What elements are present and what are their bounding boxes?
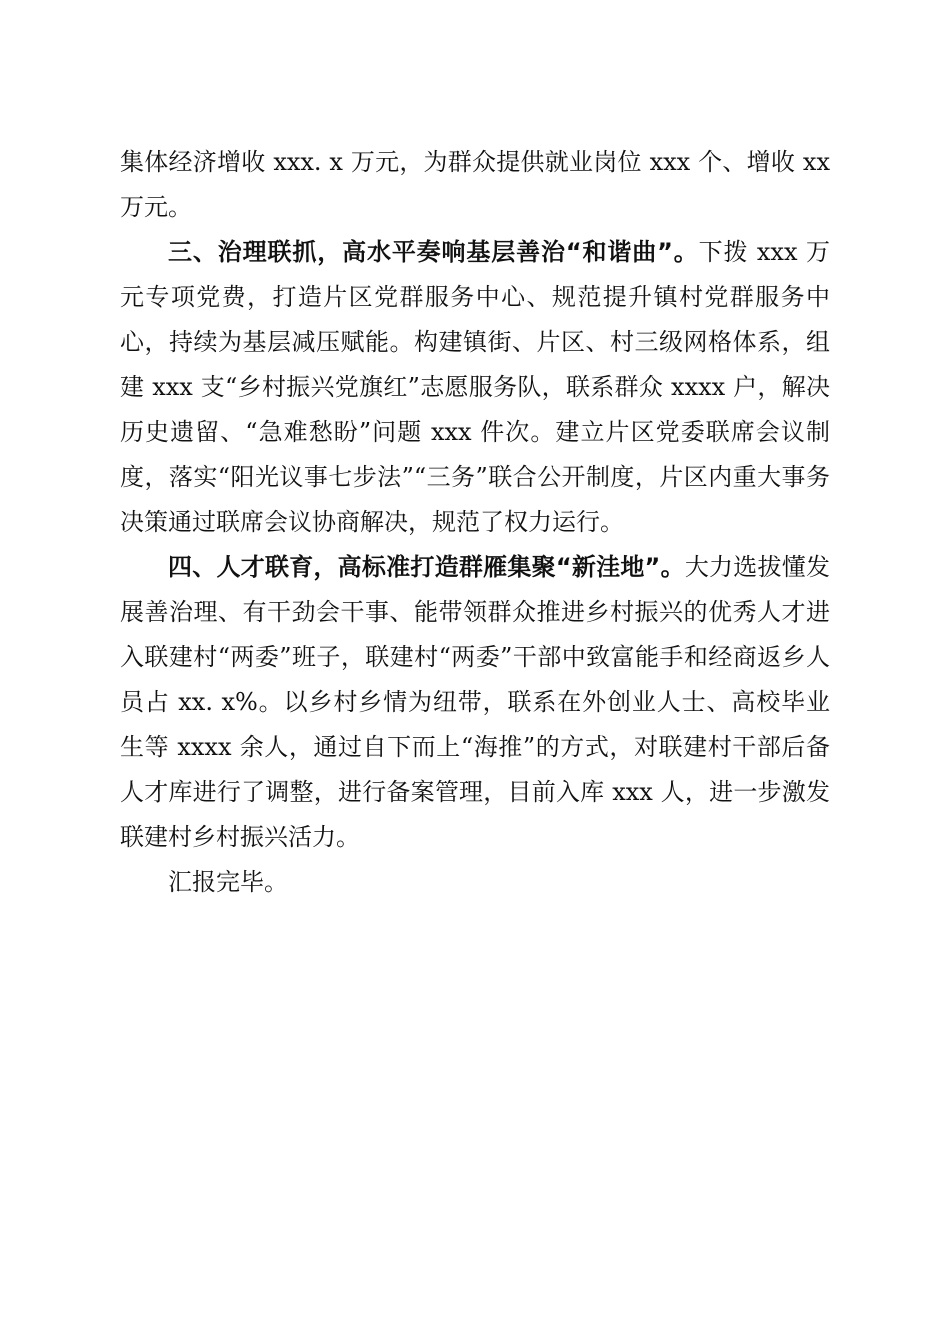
section-four-heading: 四、人才联育，高标准打造群雁集聚“新洼地”。 (168, 553, 685, 581)
section-four-body: 大力选拔懂发展善治理、有干劲会干事、能带领群众推进乡村振兴的优秀人才进入联建村“两委”班子，联建村“两委”干部中致富能手和经商返乡人员占 xx. x%。以乡村乡情为纽带，联系在外创业人士、高校毕业生等 xxxx 余人，通过自下而上“海推”的方式，对联建村干部后备人才库进行了调整，进行备案管理，目前入库 xxx 人，进一步激发联建村乡村振兴活力。 (120, 553, 831, 851)
section-three-heading: 三、治理联抓，高水平奏响基层善治“和谐曲”。 (168, 238, 699, 266)
closing-line: 汇报完毕。 (168, 868, 288, 896)
section-three-body: 下拨 xxx 万元专项党费，打造片区党群服务中心、规范提升镇村党群服务中心，持续为基层减压赋能。构建镇街、片区、村三级网格体系，组建 xxx 支“乡村振兴党旗红”志愿服务队，联系群众 xxxx 户，解决历史遗留、“急难愁盼”问题 xxx 件次。建立片区党委联席会议制度，落实“阳光议事七步法”“三务”联合公开制度，片区内重大事务决策通过联席会议协商解决，规范了权力运行。 (120, 238, 830, 536)
document-body (120, 140, 830, 905)
paragraph-continuation: 集体经济增收 xxx. x 万元，为群众提供就业岗位 xxx 个、增收 xx 万元。 (120, 148, 830, 221)
section-four-paragraph (120, 545, 830, 860)
section-three-paragraph (120, 230, 830, 545)
